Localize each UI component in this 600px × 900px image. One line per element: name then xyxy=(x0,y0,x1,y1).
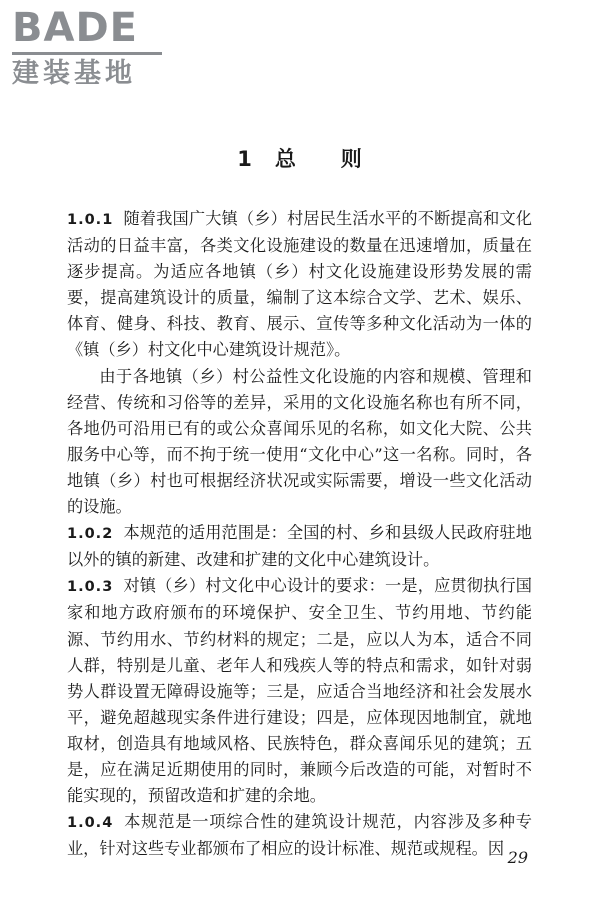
bade-logo xyxy=(12,6,172,89)
chapter-name: 总 则 xyxy=(274,147,363,171)
clause-1-0-3 xyxy=(67,573,532,809)
page-number: 29 xyxy=(507,848,528,867)
clause-text: 本规范是一项综合性的建筑设计规范，内容涉及多种专业，针对这些专业都颁布了相应的设计标准、规范或规程。因 xyxy=(67,812,532,859)
clause-1-0-2 xyxy=(67,520,532,573)
clause-1-0-1-paragraph-2: 由于各地镇（乡）村公益性文化设施的内容和规模、管理和经营、传统和习俗等的差异，采用的文化设施名称也有所不同，各地仍可沿用已有的或公众喜闻乐见的名称，如文化大院、公共服务中心等，而不拘于统一使用“文化中心”这一名称。同时，各地镇（乡）村也可根据经济状况或实际需要，增设一些文化活动的设施。 xyxy=(67,366,532,517)
clause-number: 1.0.4 xyxy=(67,815,114,832)
clause-number: 1.0.2 xyxy=(67,526,114,543)
logo-subtitle: 建装基地 xyxy=(12,58,136,89)
clause-number: 1.0.1 xyxy=(67,212,114,228)
clause-number: 1.0.3 xyxy=(67,579,114,596)
clause-text: 随着我国广大镇（乡）村居民生活水平的不断提高和文化活动的日益丰富，各类文化设施建设的数量在迅速增加，质量在逐步提高。为适应各地镇（乡）村文化设施建设形势发展的需要，提高建筑设计的质量，编制了这本综合文学、艺术、娱乐、体育、健身、科技、教育、展示、宣传等多种文化活动为一体的《镇（乡）村文化中心建筑设计规范》。 xyxy=(67,209,532,360)
clause-1-0-1 xyxy=(67,206,532,364)
chapter-number: 1 xyxy=(237,147,253,171)
logo-brand: BADE xyxy=(12,5,138,51)
logo-divider xyxy=(12,52,162,55)
document-body xyxy=(67,206,532,862)
clause-1-0-4 xyxy=(67,809,532,862)
clause-text: 本规范的适用范围是：全国的村、乡和县级人民政府驻地以外的镇的新建、改建和扩建的文化中心建筑设计。 xyxy=(67,523,532,570)
chapter-title xyxy=(0,143,600,173)
clause-text: 对镇（乡）村文化中心设计的要求：一是，应贯彻执行国家和地方政府颁布的环境保护、安全卫生、节约用地、节约能源、节约用水、节约材料的规定；二是，应以人为本，适合不同人群，特别是儿童、老年人和残疾人等的特点和需求，如针对弱势人群设置无障碍设施等；三是，应适合当地经济和社会发展水平，避免超越现实条件进行建设；四是，应体现因地制宜，就地取材，创造具有地域风格、民族特色，群众喜闻乐见的建筑；五是，应在满足近期使用的同时，兼顾今后改造的可能，对暂时不能实现的，预留改造和扩建的余地。 xyxy=(67,576,532,806)
